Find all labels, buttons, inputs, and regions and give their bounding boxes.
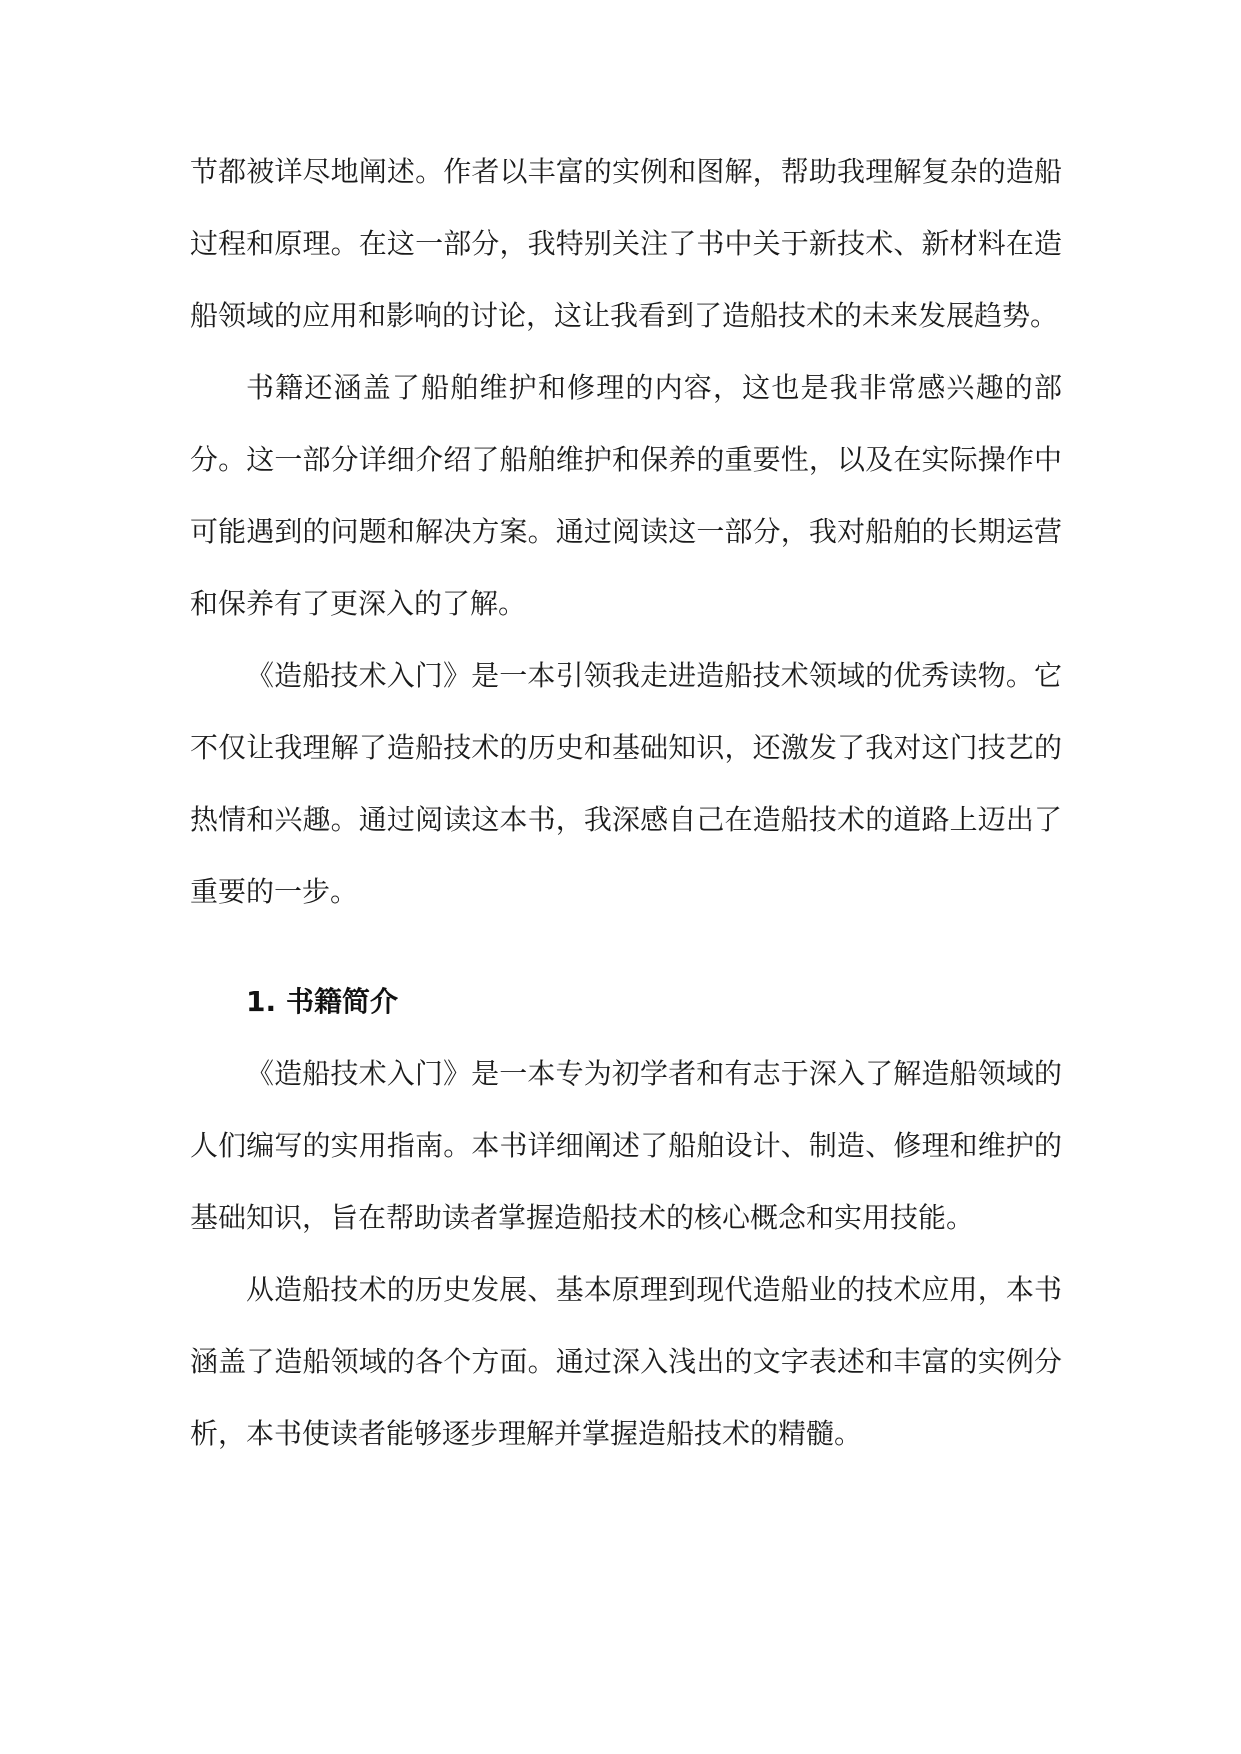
paragraph-conclusion: 《造船技术入门》是一本引领我走进造船技术领域的优秀读物。它不仅让我理解了造船技术的历史和基础知识，还激发了我对这门技艺的热情和兴趣。通过阅读这本书，我深感自己在造船技术的道路上迈出了重要的一步。 [190,659,1062,908]
paragraph-maintenance: 书籍还涵盖了船舶维护和修理的内容，这也是我非常感兴趣的部分。这一部分详细介绍了船舶维护和保养的重要性，以及在实际操作中可能遇到的问题和解决方案。通过阅读这一部分，我对船舶的长期运营和保养有了更深入的了解。 [190,371,1062,620]
paragraph-continued: 节都被详尽地阐述。作者以丰富的实例和图解，帮助我理解复杂的造船过程和原理。在这一部分，我特别关注了书中关于新技术、新材料在造船领域的应用和影响的讨论，这让我看到了造船技术的未来发展趋势。 [190,155,1062,332]
section-number: 1. [246,985,277,1018]
paragraph-scope: 从造船技术的历史发展、基本原理到现代造船业的技术应用，本书涵盖了造船领域的各个方面。通过深入浅出的文字表述和丰富的实例分析，本书使读者能够逐步理解并掌握造船技术的精髓。 [190,1273,1062,1450]
paragraph-intro: 《造船技术入门》是一本专为初学者和有志于深入了解造船领域的人们编写的实用指南。本书详细阐述了船舶设计、制造、修理和维护的基础知识，旨在帮助读者掌握造船技术的核心概念和实用技能。 [190,1057,1062,1234]
page-content [190,136,1062,1470]
section-heading [190,966,1062,1038]
section-title: 书籍简介 [286,985,399,1018]
